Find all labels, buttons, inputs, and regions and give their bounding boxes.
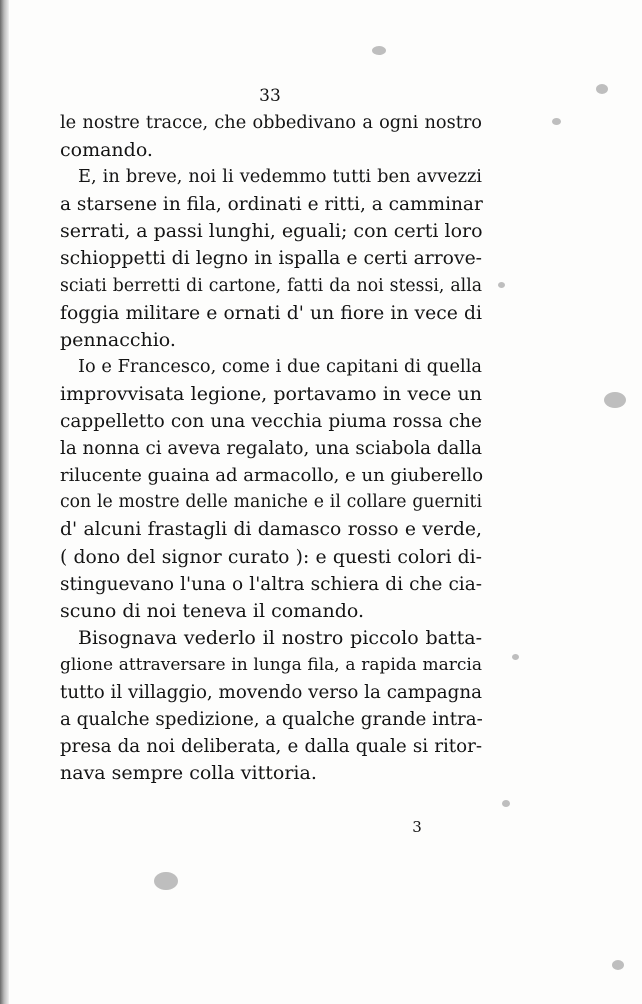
text-line: improvvisata legione, portavamo in vece un [60,382,482,405]
text-line: comando. [60,139,153,162]
paper-speck [596,84,608,94]
paper-speck [612,960,624,970]
text-line: con le mostre delle maniche e il collare guerniti [60,492,482,513]
text-line: glione attraversare in lunga fila, a rapida marcia [60,654,482,675]
paragraph [60,354,482,625]
paper-speck [498,282,505,288]
paragraph [60,110,482,164]
text-line: scuno di noi teneva il comando. [60,599,365,622]
text-line: E, in breve, noi li vedemmo tutti ben avvezzi [78,167,482,188]
text-line: presa da noi deliberata, e dalla quale si ritor- [60,736,482,758]
text-line: serrati, a passi lunghi, eguali; con certi loro [60,220,483,243]
paper-speck [604,392,626,408]
text-line: a qualche spedizione, a qualche grande intra- [60,709,483,731]
text-line: Bisognava vederlo il nostro piccolo batta- [78,626,482,649]
page-binding-edge [0,0,9,1004]
paper-speck [372,46,386,55]
text-line: d' alcuni frastagli di damasco rosso e verde, [60,519,482,541]
signature-mark: 3 [412,818,422,836]
text-line: foggia militare e ornati d' un fiore in vece di [60,302,482,324]
paragraph [60,625,482,788]
paper-speck [552,118,561,125]
paper-speck [502,800,510,807]
text-line: le nostre tracce, che obbedivano a ogni nostro [60,113,482,133]
paragraph [60,164,482,354]
page-number: 33 [259,86,281,106]
paper-speck [154,872,178,890]
text-line: rilucente guaina ad armacollo, e un giuberello [60,465,484,487]
text-line: Io e Francesco, come i due capitani di quella [78,356,482,377]
body-text [60,110,482,787]
text-line: stinguevano l'una o l'altra schiera di che cia- [60,573,482,595]
text-line: tutto il villaggio, movendo verso la campagna [60,681,482,703]
text-line: ( dono del signor curato ): e questi colori di- [60,546,482,568]
text-line: schioppetti di legno in ispalla e certi arrove- [60,248,482,270]
text-line: sciati berretti di cartone, fatti da noi stessi, alla [60,275,482,296]
text-line: a starsene in fila, ordinati e ritti, a camminar [60,194,483,216]
text-line: pennacchio. [60,328,176,351]
paper-speck [512,654,519,660]
text-line: nava sempre colla vittoria. [60,762,317,785]
text-line: cappelletto con una vecchia piuma rossa che [60,411,482,433]
text-line: la nonna ci aveva regalato, una sciabola dalla [60,438,482,460]
